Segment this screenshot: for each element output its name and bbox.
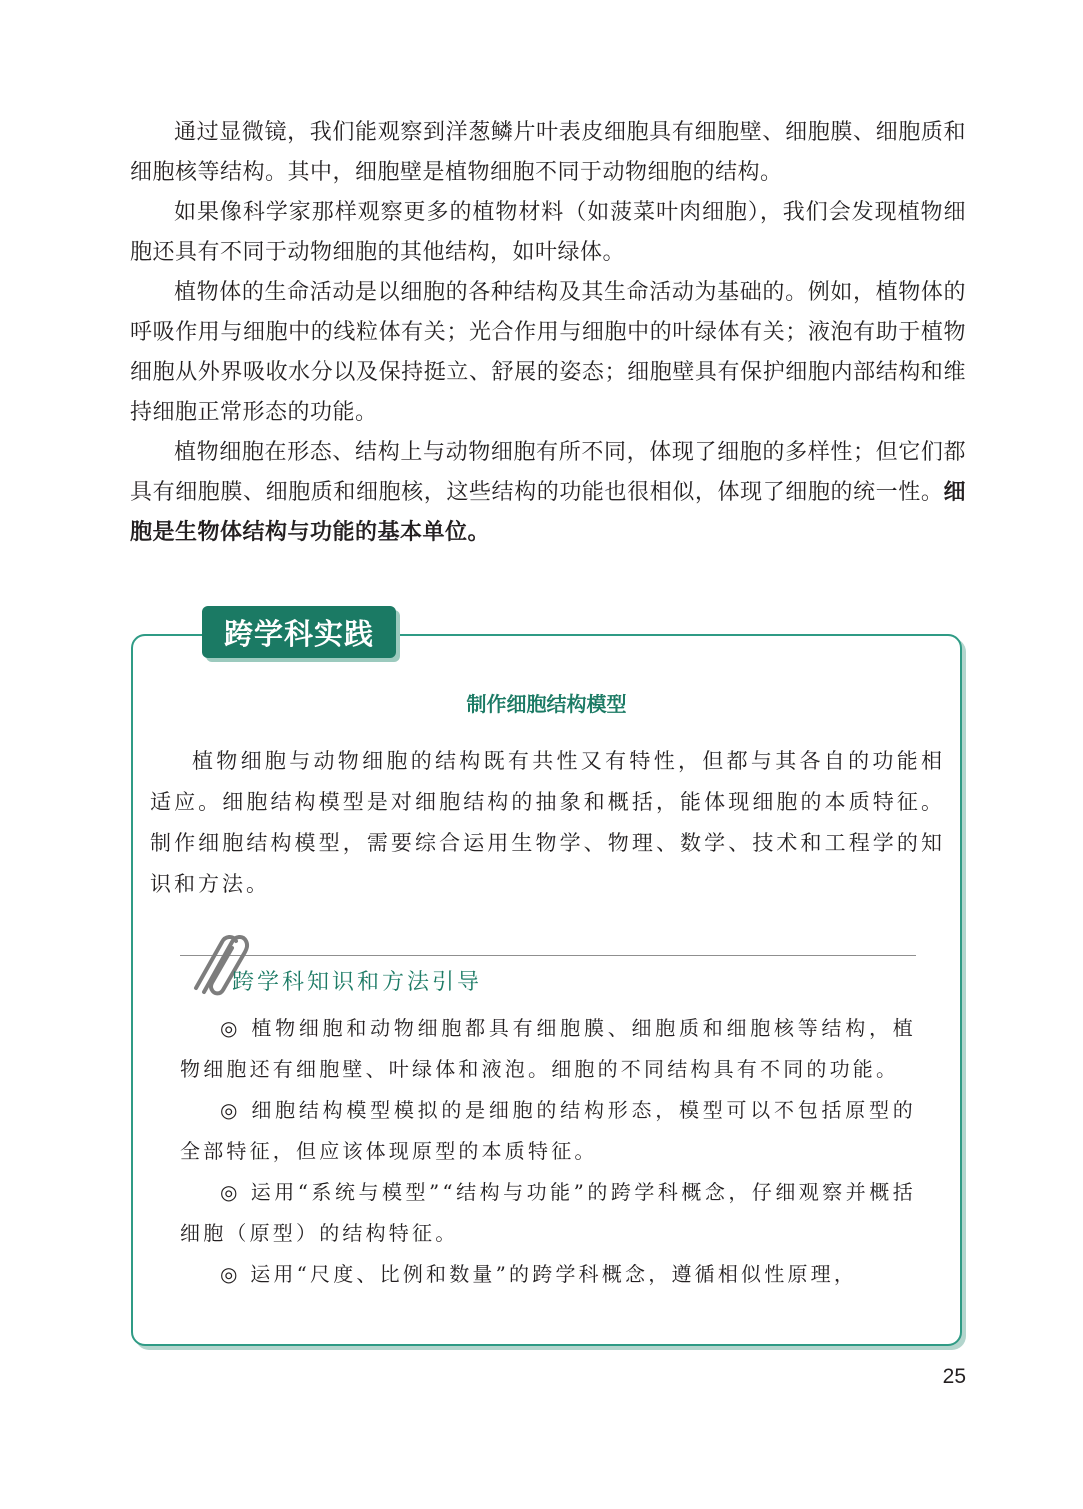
intro-paragraph: 植物细胞与动物细胞的结构既有共性又有特性，但都与其各自的功能相适应。细胞结构模型是对细胞结构的抽象和概括，能体现细胞的本质特征。制作细胞结构模型，需要综合运用生物学、物理、数学、技术和工程学的知识和方法。 (150, 749, 945, 896)
guide-list (180, 1008, 916, 1295)
guide-divider (180, 955, 916, 956)
paragraph: 如果像科学家那样观察更多的植物材料（如菠菜叶肉细胞），我们会发现植物细胞还具有不同于动物细胞的其他结构，如叶绿体。 (130, 200, 966, 265)
paragraph (130, 433, 966, 553)
practice-title: 制作细胞结构模型 (466, 692, 627, 716)
guide-title: 跨学科知识和方法引导 (232, 970, 483, 995)
key-conclusion: 细胞是生物体结构与功能的基本单位。 (130, 480, 966, 545)
guide-item: ◎ 细胞结构模型模拟的是细胞的结构形态，模型可以不包括原型的全部特征，但应该体现原型的本质特征。 (180, 1098, 916, 1163)
practice-intro (150, 741, 945, 905)
paragraph: 通过显微镜，我们能观察到洋葱鳞片叶表皮细胞具有细胞壁、细胞膜、细胞质和细胞核等结构。其中，细胞壁是植物细胞不同于动物细胞的结构。 (130, 120, 966, 185)
page-number: 25 (942, 1365, 966, 1388)
guide-item: ◎ 运用“系统与模型”“结构与功能”的跨学科概念，仔细观察并概括细胞（原型）的结构特征。 (180, 1180, 916, 1245)
guide-item: ◎ 植物细胞和动物细胞都具有细胞膜、细胞质和细胞核等结构，植物细胞还有细胞壁、叶绿体和液泡。细胞的不同结构具有不同的功能。 (180, 1016, 916, 1081)
body-text (130, 113, 966, 553)
guide-item: ◎ 运用“尺度、比例和数量”的跨学科概念，遵循相似性原理， (220, 1262, 858, 1286)
paragraph-text: 植物细胞在形态、结构上与动物细胞有所不同，体现了细胞的多样性；但它们都具有细胞膜、细胞质和细胞核，这些结构的功能也很相似，体现了细胞的统一性。 (130, 440, 966, 505)
practice-box-tab: 跨学科实践 (202, 606, 396, 658)
paragraph: 植物体的生命活动是以细胞的各种结构及其生命活动为基础的。例如，植物体的呼吸作用与细胞中的线粒体有关；光合作用与细胞中的叶绿体有关；液泡有助于植物细胞从外界吸收水分以及保持挺立、舒展的姿态；细胞壁具有保护细胞内部结构和维持细胞正常形态的功能。 (130, 280, 966, 425)
